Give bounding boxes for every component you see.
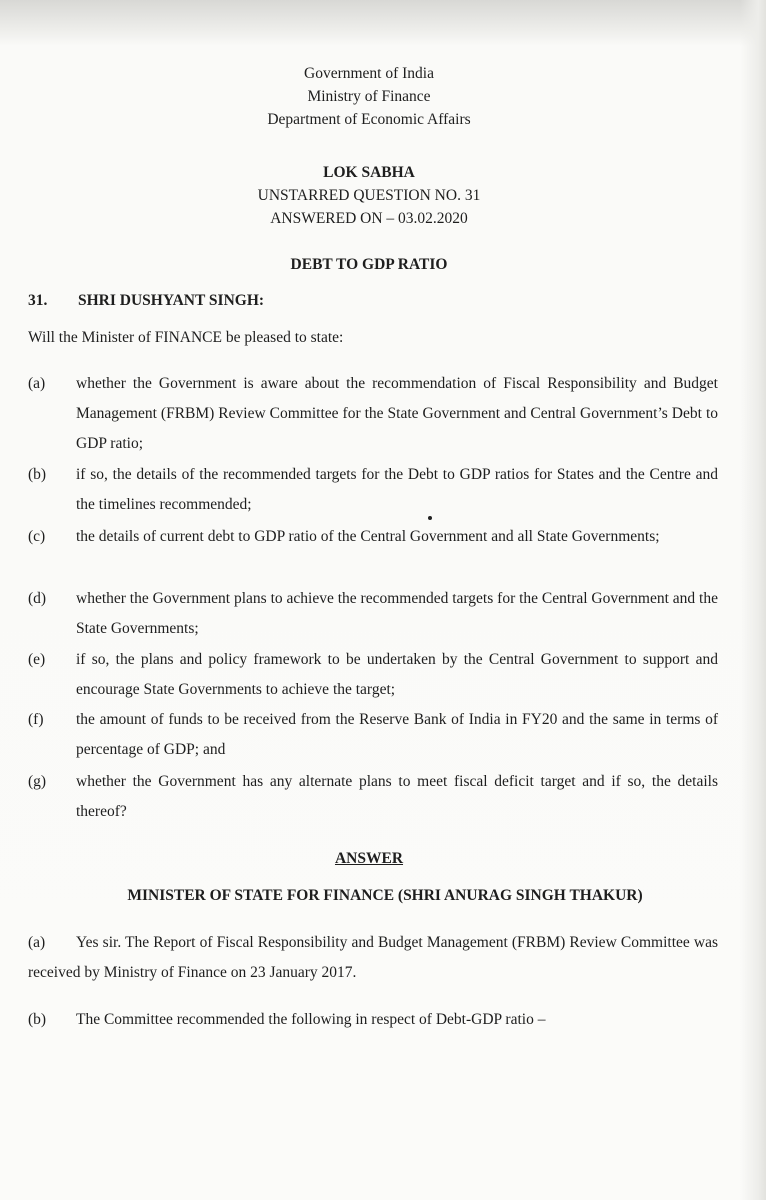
question-heading: [28, 292, 264, 310]
question-text: the details of current debt to GDP ratio of the Central Government and all State Governments;: [76, 528, 660, 545]
answer-text: The Committee recommended the following in respect of Debt-GDP ratio –: [76, 1011, 546, 1028]
subject-title: DEBT TO GDP RATIO: [290, 256, 448, 273]
question-label: (g): [28, 773, 47, 790]
question-item-c: [28, 522, 718, 552]
question-item-e: [28, 645, 718, 705]
document-header: [0, 62, 738, 131]
question-text: the amount of funds to be received from the Reserve Bank of India in FY20 and the same in terms of percentage of GDP; and: [76, 711, 718, 758]
answered-on: ANSWERED ON – 03.02.2020: [270, 210, 468, 227]
question-item-a: [28, 369, 718, 459]
answer-a-block: [28, 928, 718, 988]
question-text: whether the Government plans to achieve the recommended targets for the Central Government and the State Governments;: [76, 590, 718, 637]
answer-text: Yes sir. The Report of Fiscal Responsibility and Budget Management (FRBM) Review Committee was received by Ministry of Finance on 23 January 2017.: [28, 934, 718, 981]
question-text: whether the Government is aware about the recommendation of Fiscal Responsibility and Budget Management (FRBM) Review Committee for the State Government and Central Government’s Debt to GDP ratio;: [76, 375, 718, 452]
question-label: (c): [28, 528, 46, 545]
question-heading-member: SHRI DUSHYANT SINGH:: [78, 292, 265, 309]
minister-name: MINISTER OF STATE FOR FINANCE (SHRI ANURAG SINGH THAKUR): [127, 887, 643, 904]
answer-label: (b): [28, 1011, 47, 1028]
house-name: LOK SABHA: [323, 164, 415, 181]
question-intro: Will the Minister of FINANCE be pleased to state:: [28, 329, 344, 346]
question-label: (a): [28, 375, 46, 392]
question-label: (f): [28, 711, 44, 728]
question-label: (d): [28, 590, 47, 607]
scan-top-shadow: [0, 0, 766, 46]
scan-right-edge: [740, 0, 766, 1200]
question-item-g: [28, 767, 718, 827]
question-text: whether the Government has any alternate plans to meet fiscal deficit target and if so, the details thereof?: [76, 773, 718, 820]
question-text: if so, the details of the recommended targets for the Debt to GDP ratios for States and the Centre and the timelines recommended;: [76, 466, 718, 513]
question-label: (e): [28, 651, 46, 668]
header-ministry: Ministry of Finance: [307, 88, 431, 105]
answer-item-a: [28, 928, 718, 988]
question-number: UNSTARRED QUESTION NO. 31: [257, 187, 481, 204]
header-government: Government of India: [304, 65, 434, 82]
header-department: Department of Economic Affairs: [267, 111, 471, 128]
answer-title: ANSWER: [334, 850, 404, 867]
question-text: if so, the plans and policy framework to be undertaken by the Central Government to support and encourage State Governments to achieve the target;: [76, 651, 718, 698]
question-item-b: [28, 460, 718, 520]
question-heading-number: 31.: [28, 292, 48, 309]
answer-item-b: [28, 1005, 718, 1035]
question-item-f: [28, 705, 718, 765]
answer-label: (a): [28, 934, 46, 951]
question-item-d: [28, 584, 718, 644]
question-label: (b): [28, 466, 47, 483]
